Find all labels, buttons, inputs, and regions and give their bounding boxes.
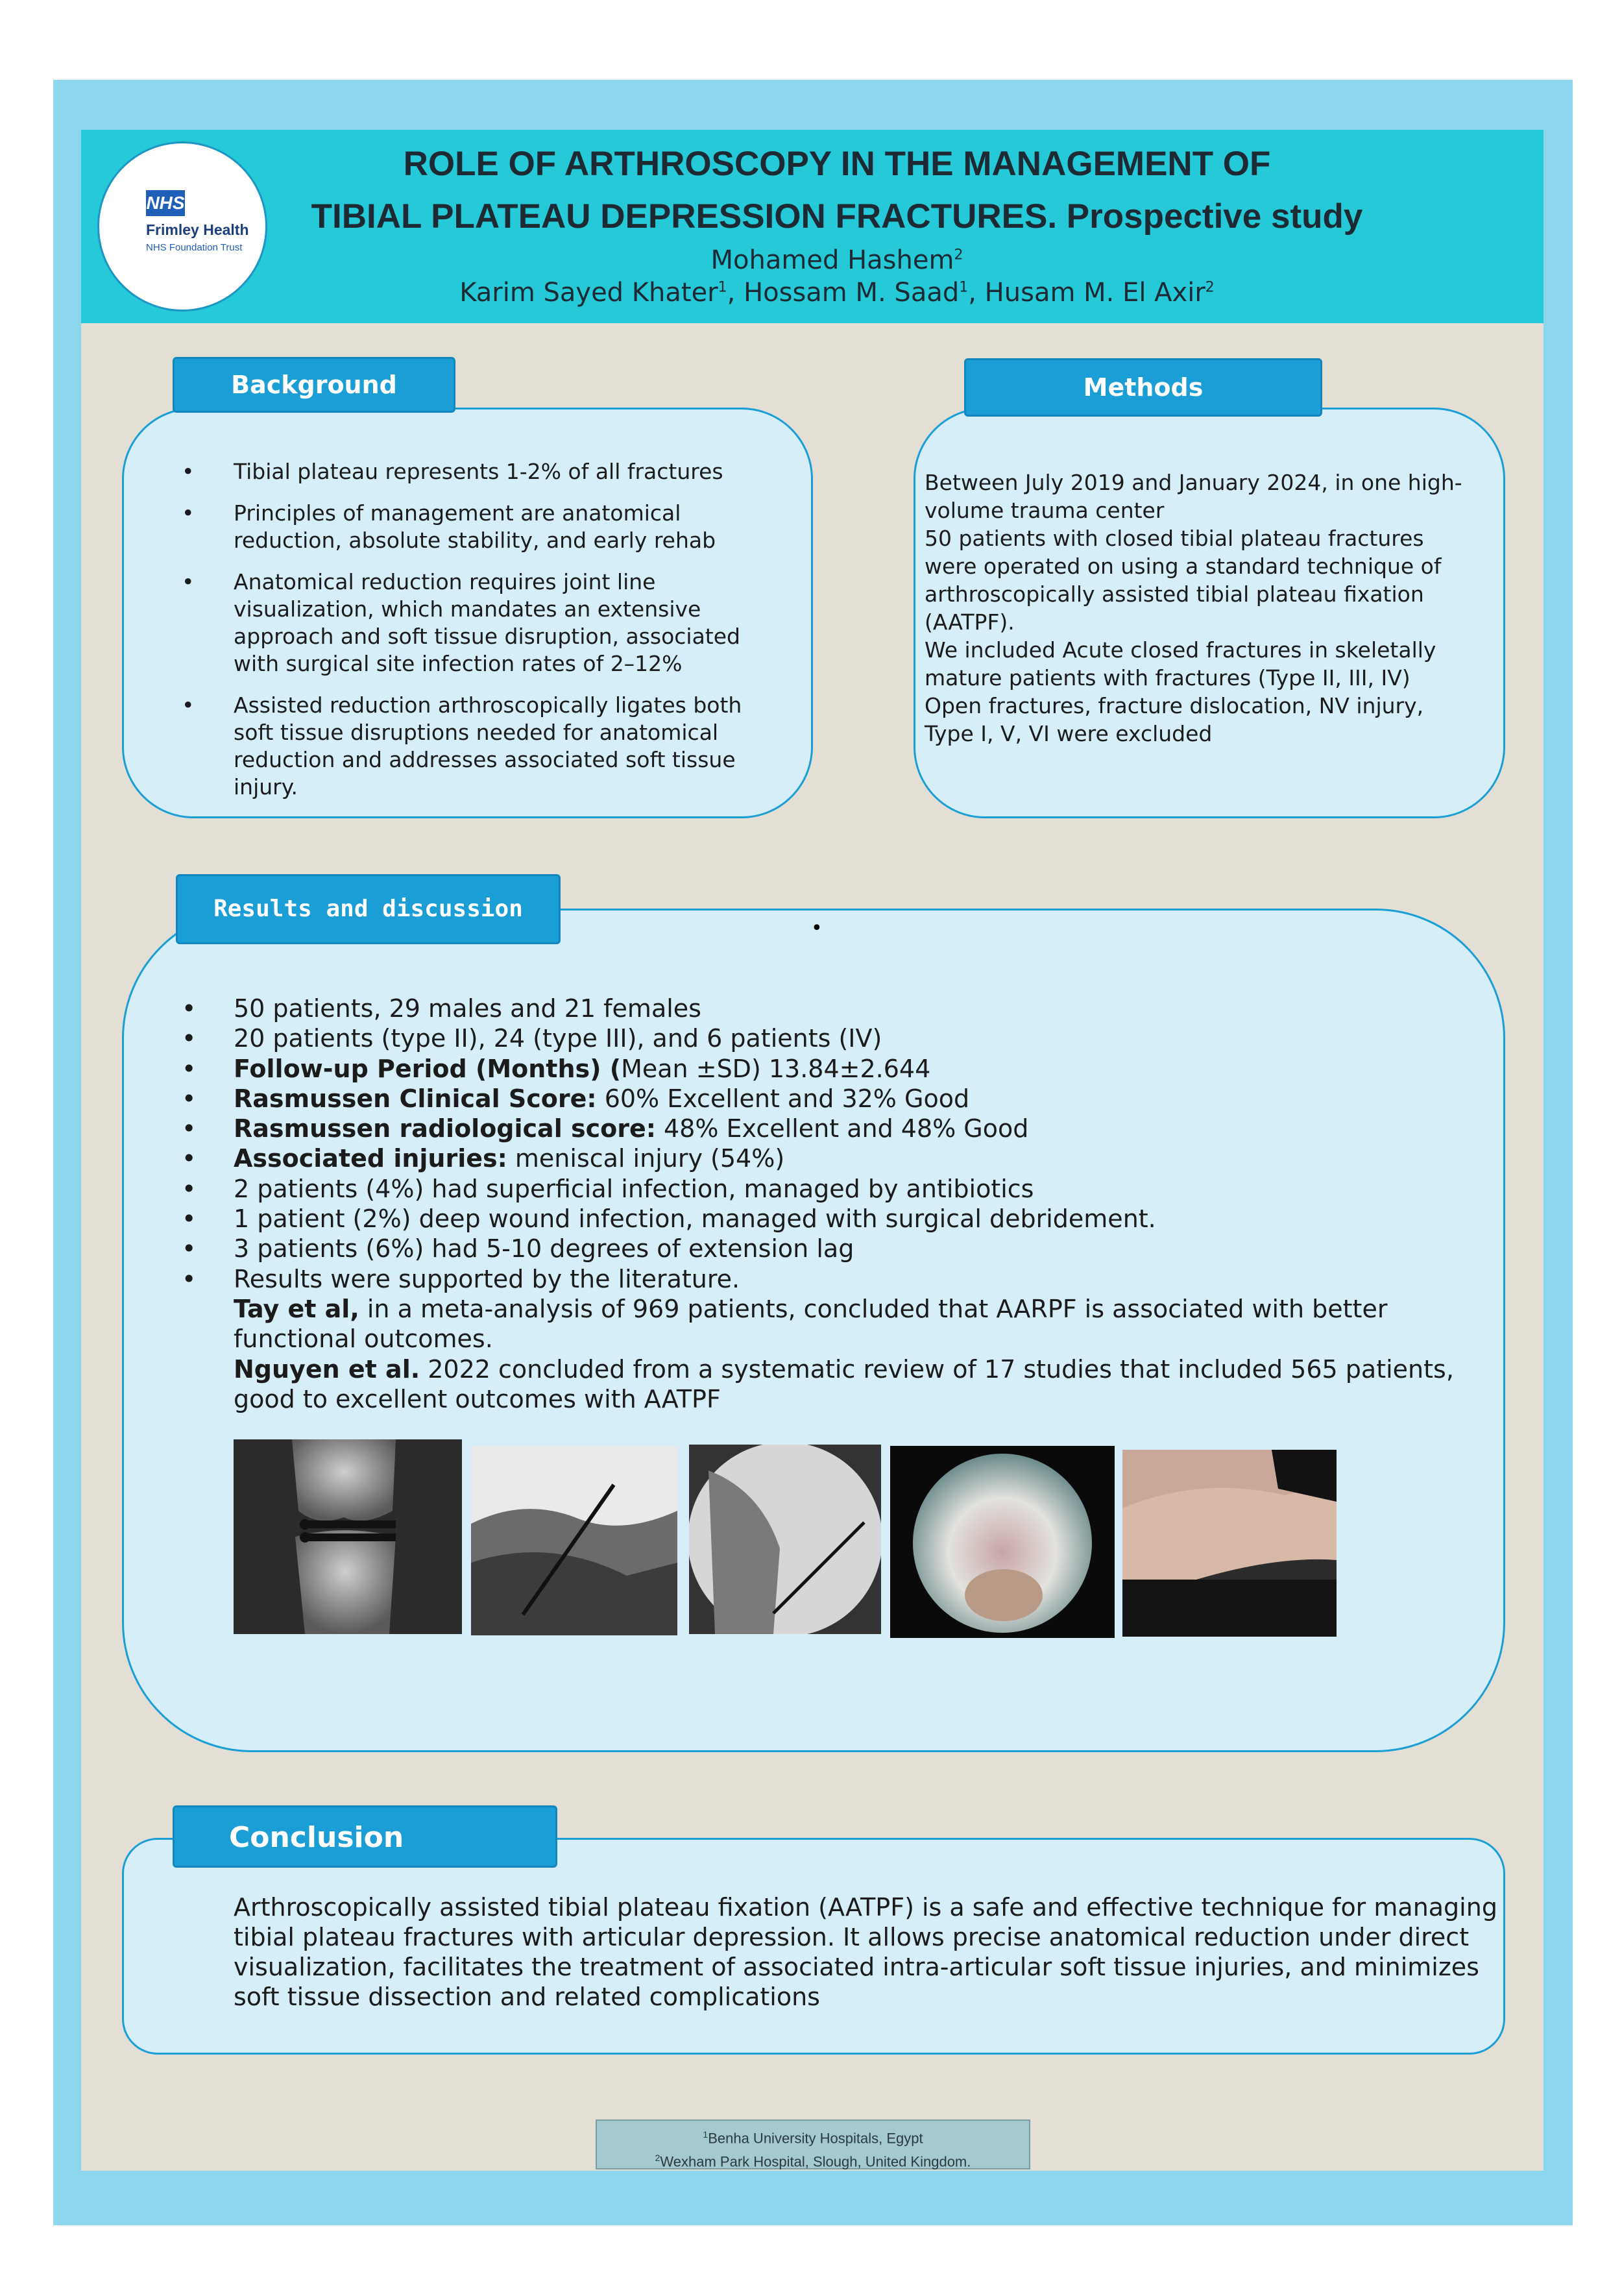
author-name: Hossam M. Saad (744, 278, 960, 308)
author-name: Husam M. El Axir (984, 278, 1205, 308)
list-item: • Results were supported by the literature. (182, 1264, 1492, 1294)
author-name: Mohamed Hashem (710, 245, 954, 275)
list-item: • Principles of management are anatomical reduction, absolute stability, and early rehab (182, 500, 766, 554)
results-list (182, 994, 1492, 1294)
author-line-1 (279, 245, 1395, 275)
list-item: • Associated injuries: meniscal injury (54%) (182, 1143, 1492, 1173)
list-item: • Tibial plateau represents 1-2% of all fractures (182, 458, 766, 485)
patient-knee-photo (1122, 1450, 1337, 1637)
author-affiliation: 2 (954, 247, 963, 263)
list-item: • Follow-up Period (Months) (Mean ±SD) 13.84±2.644 (182, 1054, 1492, 1084)
logo-org-name: Frimley Health (146, 221, 249, 238)
fluoroscopy-image-1 (471, 1446, 677, 1635)
methods-line: Open fractures, fracture dislocation, NV injury, (925, 693, 1424, 718)
methods-line: Between July 2019 and January 2024, in one high- (925, 470, 1462, 495)
author-affiliation: 1 (959, 279, 969, 296)
list-item: • 20 patients (type II), 24 (type III), and 6 patients (IV) (182, 1023, 1492, 1053)
nhs-logo (97, 141, 267, 311)
poster-title-line-1: ROLE OF ARTHROSCOPY IN THE MANAGEMENT OF (403, 145, 1271, 183)
tay-citation: Tay et al, in a meta-analysis of 969 patients, concluded that AARPF is associated with better functional outcomes. (234, 1295, 1388, 1354)
methods-line: Type I, V, VI were excluded (925, 721, 1213, 746)
nhs-badge: NHS (146, 190, 185, 216)
background-list (182, 458, 766, 815)
arthroscopy-graphic (890, 1446, 1115, 1638)
list-item: • Rasmussen radiological score: 48% Excellent and 48% Good (182, 1114, 1492, 1143)
conclusion-tab: Conclusion (173, 1805, 557, 1868)
patient-knee-graphic (1122, 1450, 1337, 1637)
list-item: • 50 patients, 29 males and 21 females (182, 994, 1492, 1023)
xray-knee-image (234, 1439, 462, 1634)
list-item: • 3 patients (6%) had 5-10 degrees of extension lag (182, 1234, 1492, 1264)
background-tab: Background (173, 357, 455, 413)
methods-line: volume trauma center (925, 498, 1165, 523)
methods-line: were operated on using a standard technique of (925, 554, 1442, 579)
arthroscopy-image (890, 1446, 1115, 1638)
author-name: Karim Sayed Khater (459, 278, 718, 308)
list-item: • Assisted reduction arthroscopically ligates both soft tissue disruptions needed for anatomical reduction and addresses associated soft tissue injury. (182, 692, 766, 801)
list-item: • Rasmussen Clinical Score: 60% Excellent and 32% Good (182, 1084, 1492, 1114)
methods-text (925, 469, 1495, 748)
author-line-2: Karim Sayed Khater$^1$, Hossam M. Saad$^1$, Husam M. El Axir$^2$ (459, 278, 1215, 308)
stray-bullet: • (811, 917, 823, 940)
author-affiliation: 1 (718, 279, 727, 296)
nguyen-citation: Nguyen et al. 2022 concluded from a systematic review of 17 studies that included 565 patients, good to excellent outcomes with AATPF (234, 1355, 1454, 1414)
methods-line: We included Acute closed fractures in skeletally (925, 637, 1436, 663)
methods-tab: Methods (964, 358, 1322, 417)
methods-line: (AATPF). (925, 609, 1015, 635)
fluoroscopy-graphic-2 (689, 1445, 881, 1634)
logo-org-sub: NHS Foundation Trust (146, 242, 243, 253)
affiliation-line-2: $^2$Wexham Park Hospital, Slough, United Kingdom. (655, 2153, 971, 2170)
methods-line: arthroscopically assisted tibial plateau fixation (925, 581, 1424, 607)
methods-line: 50 patients with closed tibial plateau fractures (925, 526, 1424, 551)
results-tab: Results and discussion (176, 874, 561, 944)
fluoroscopy-image-2 (689, 1445, 881, 1634)
fluoroscopy-graphic-1 (471, 1446, 677, 1635)
list-item: • 1 patient (2%) deep wound infection, managed with surgical debridement. (182, 1204, 1492, 1234)
methods-line: mature patients with fractures (Type II, III, IV) (925, 665, 1410, 690)
affiliations-footer (596, 2119, 1030, 2169)
list-item: • Anatomical reduction requires joint line visualization, which mandates an extensive approach and soft tissue disruption, associated with surgical site infection rates of 2–12% (182, 568, 766, 678)
affiliation-line-1: $^1$Benha University Hospitals, Egypt (703, 2129, 923, 2147)
xray-knee-graphic (234, 1439, 462, 1634)
conclusion-text: Arthroscopically assisted tibial plateau fixation (AATPF) is a safe and effective technique for managing tibial plateau fractures with articular depression. It allows precise anatomical reduction under direct visualization, facilitates the treatment of associated intra-articular soft tissue injuries, and minimizes soft tissue dissection and related complications (234, 1893, 1497, 2011)
poster-title-line-2: TIBIAL PLATEAU DEPRESSION FRACTURES. Prospective study (311, 197, 1363, 236)
author-affiliation: 2 (1205, 279, 1215, 296)
list-item: • 2 patients (4%) had superficial infection, managed by antibiotics (182, 1174, 1492, 1204)
